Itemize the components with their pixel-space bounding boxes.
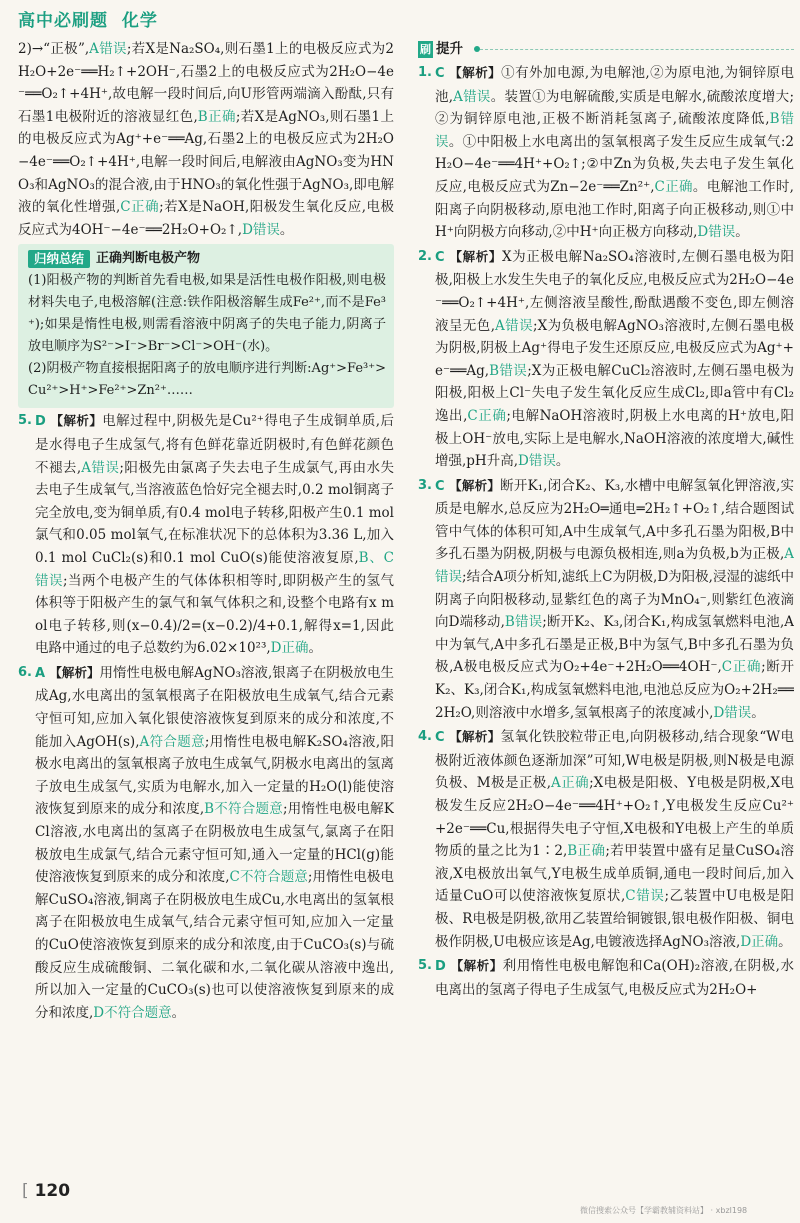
verdict: B错误 <box>435 111 794 150</box>
verdict: B不符合题意 <box>204 801 283 818</box>
verdict: B正确 <box>567 843 606 860</box>
answer-letter: C <box>435 730 445 746</box>
footer-watermark: 微信搜索公众号【学霸教辅资料站】 · xbzl198 <box>580 1206 748 1215</box>
answer-6 <box>18 662 394 1025</box>
verdict: A符合题意 <box>139 733 205 750</box>
header-divider <box>480 49 794 50</box>
question-number: 6. <box>18 664 32 680</box>
analysis-text: 氢氧化铁胶粒带正电,向阴极移动,结合现象“W电极附近液体颜色逐渐加深”可知,W电极是阴极,则N极是电源负极、M极是正极,A正确;X电极是阳极、Y电极是阴极,X电极发生反应2H₂O−4e⁻══4H⁺+O₂↑,Y电极发生反应Cu²⁺+2e⁻══Cu,根据得失电子守恒,X电极和Y电极上产生的单质物质的量之比为1∶2,B正确;若甲装置中盛有足量CuSO₄溶液,X电极放出氧气,Y电极生成单质铜,通电一段时间后,加入适量CuO可以使溶液恢复原状,C错误;乙装置中U电极是阳极、R电极是阴极,欲用乙装置给铜镀银,银电极作阳极、铜电极作阴极,U电极应该是Ag,电镀液选择AgNO₃溶液,D正确。 <box>435 729 794 950</box>
page-number: [ 120 <box>22 1181 71 1201</box>
answer-letter: C <box>435 249 445 265</box>
section-header <box>418 38 794 60</box>
answer-5 <box>18 410 394 660</box>
verdict: D不符合题意 <box>93 1004 172 1021</box>
verdict: A错误 <box>453 88 491 105</box>
answer-letter: A <box>35 665 46 681</box>
analysis-label: 【解析】 <box>449 477 501 493</box>
verdict: B、C错误 <box>35 549 394 589</box>
verdict: C正确 <box>654 178 693 195</box>
verdict: C正确 <box>467 407 507 424</box>
analysis-label: 【解析】 <box>449 729 501 745</box>
analysis-text: X为正极电解Na₂SO₄溶液时,左侧石墨电极为阳极,阳极上水发生失电子的氧化反应,电极反应式为2H₂O−4e⁻══O₂↑+4H⁺,左侧溶液呈酸性,酚酞遇酸不变色,即左侧溶液呈无色,A错误;X为负极电解AgNO₃溶液时,左侧石墨电极为阴极,阴极上Ag⁺得电子发生还原反应,电极反应式为Ag⁺+e⁻══Ag,B错误;X为正极电解CuCl₂溶液时,左侧石墨电极为阳极,阳极上Cl⁻失电子发生氧化反应生成Cl₂,即a管中有Cl₂逸出,C正确;电解NaOH溶液时,阴极上水电离的H⁺放电,阳极上OH⁻放电,实际上是电解水,NaOH溶液的浓度增大,碱性增强,pH升高,D错误。 <box>435 248 794 470</box>
question-number: 5. <box>418 958 432 974</box>
page-number-value: 120 <box>34 1181 71 1201</box>
verdict: A错误 <box>435 546 794 586</box>
answer-2 <box>418 246 794 473</box>
answer-letter: D <box>35 414 46 430</box>
analysis-text: 用惰性电极电解AgNO₃溶液,银离子在阴极放电生成Ag,水电离出的氢氧根离子在阳极放电生成氧气,结合元素守恒可知,应加入氧化银使溶液恢复到原来的成分和浓度,不能加入AgOH(s),A符合题意;用惰性电极电解K₂SO₄溶液,阳极水电离出的氢氧根离子放电生成氧气,阴极水电离出的氢离子放电生成氢气,实质为电解水,加入一定量的H₂O(l)能使溶液恢复到原来的成分和浓度,B不符合题意;用惰性电极电解KCl溶液,水电离出的氢离子在阴极放电生成氢气,氯离子在阳极放电生成氯气,结合元素守恒可知,通入一定量的HCl(g)能使溶液恢复到原来的成分和浓度,C不符合题意;用惰性电极电解CuSO₄溶液,铜离子在阴极放电生成Cu,水电离出的氢氧根离子在阳极放电生成氧气,结合元素守恒可知,应加入一定量的CuO使溶液恢复到原来的成分和浓度,由于CuCO₃(s)与硫酸反应生成硫酸铜、二氧化碳和水,二氧化碳从溶液中逸出,所以加入一定量的CuCO₃(s)也可以使溶液恢复到原来的成分和浓度,D不符合题意。 <box>35 664 394 1021</box>
summary-tag: 归纳总结 <box>28 250 90 268</box>
analysis-text: 利用惰性电极电解饱和Ca(OH)₂溶液,在阴极,水电离出的氢离子得电子生成氢气,电极反应式为2H₂O+ <box>435 958 794 998</box>
answer-4 <box>418 726 794 953</box>
verdict: D正确 <box>740 933 779 950</box>
verdict: D错误 <box>242 221 280 238</box>
verdict: B错误 <box>489 362 528 379</box>
answer-letter: C <box>435 478 445 494</box>
analysis-label: 【解析】 <box>449 65 502 80</box>
verdict: D错误 <box>518 453 556 470</box>
question-number: 1. <box>418 65 432 80</box>
verdict: D正确 <box>270 640 309 657</box>
question-number: 3. <box>418 477 432 493</box>
section-title: 提升 <box>436 41 463 58</box>
analysis-label: 【解析】 <box>449 248 502 264</box>
analysis-text: 电解过程中,阴极先是Cu²⁺得电子生成铜单质,后是水得电子生成氢气,将有色鲜花靠近阴极时,有色鲜花颜色不褪去,A错误;阳极先由氯离子失去电子生成氯气,再由水失去电子生成氧气,当溶液蓝色恰好完全褪去时,0.2 mol铜离子完全放电,变为铜单质,有0.4 mol电子转移,阳极产生0.1 mol氯气和0.05 mol氧气,在标准状况下的总体积为3.36 L,加入0.1 mol CuCl₂(s)和0.1 mol CuO(s)能使溶液复原,B、C错误;当两个电极产生的气体体积相等时,即阴极产生的氢气体积等于阳极产生的氯气和氧气体积之和,设整个电路有x mol电子转移,则(x−0.4)/2=(x−0.2)/4+0.1,解得x=1,因此电路中通过的电子总数约为6.02×10²³,D正确。 <box>35 413 394 657</box>
analysis-text: ①有外加电源,为电解池,②为原电池,为铜锌原电池,A错误。装置①为电解硫酸,实质是电解水,硫酸浓度增大;②为铜锌原电池,正极不断消耗氢离子,硫酸浓度降低,B错误。①中阳极上水电离出的氢氧根离子发生反应生成氧气:2H₂O−4e⁻══4H⁺+O₂↑;②中Zn为负极,失去电子发生氧化反应,电极反应式为Zn−2e⁻══Zn²⁺,C正确。电解池工作时,阳离子向阴极移动,原电池工作时,阳离子向正极移动,则①中H⁺向阴极方向移动,②中H⁺向正极方向移动,D错误。 <box>435 65 794 241</box>
verdict: C错误 <box>625 888 665 905</box>
answer-continuation: 2)→“正极”,A错误;若X是Na₂SO₄,则石墨1上的电极反应式为2H₂O+2e⁻══H₂↑+2OH⁻,石墨2上的电极反应式为2H₂O−4e⁻══O₂↑+4H⁺,故电解一段时间后,向U形管两端滴入酚酞,只有石墨1电极附近的溶液显红色,B正确;若X是AgNO₃,则石墨1上的电极反应式为Ag⁺+e⁻══Ag,石墨2上的电极反应式为2H₂O−4e⁻══O₂↑+4H⁺,电解一段时间后,电解液由AgNO₃变为HNO₃和AgNO₃的混合液,由于HNO₃的氧化性强于AgNO₃,即电解液的氧化性增强,C正确;若X是NaOH,阳极发生氧化反应,电极反应式为4OH⁻−4e⁻══2H₂O+O₂↑,D错误。 <box>18 41 394 238</box>
left-column <box>18 38 394 1026</box>
answer-3 <box>418 475 794 725</box>
answer-letter: C <box>435 66 445 81</box>
verdict: C正确 <box>120 199 160 216</box>
verdict: B错误 <box>504 614 543 631</box>
verdict: D错误 <box>713 704 752 721</box>
verdict: C正确 <box>721 659 762 676</box>
answer-5-right <box>418 955 794 1001</box>
answer-letter: D <box>435 959 446 975</box>
page-header-title: 高中必刷题 化学 <box>18 11 158 31</box>
verdict: C不符合题意 <box>229 869 308 886</box>
analysis-text: 断开K₁,闭合K₂、K₃,水槽中电解氢氧化钾溶液,实质是电解水,总反应为2H₂O═通电═2H₂↑+O₂↑,结合题图试管中气体的体积可知,A中生成氧气,A中多孔石墨为阳极,B中多孔石墨为阴极,阴极与电源负极相连,则a为负极,b为正极,A错误;结合A项分析知,滤纸上C为阴极,D为阳极,浸湿的滤纸中阴离子向阳极移动,显紫红色的离子为MnO₄⁻,则紫红色液滴向D端移动,B错误;断开K₂、K₃,闭合K₁,构成氢氧燃料电池,A中为氧气,A中多孔石墨是正极,B中为氢气,B中多孔石墨为负极,A极电极反应式为O₂+4e⁻+2H₂O══4OH⁻,C正确;断开K₂、K₃,闭合K₁,构成氢氧燃料电池,电池总反应为O₂+2H₂══2H₂O,则溶液中水增多,氢氧根离子的浓度减小,D错误。 <box>435 477 794 721</box>
question-number: 5. <box>18 413 32 429</box>
verdict: D错误 <box>697 224 736 241</box>
verdict: A错误 <box>495 317 534 334</box>
summary-title: 正确判断电极产物 <box>96 251 201 267</box>
section-tag: 刷 <box>420 43 431 56</box>
answer-1 <box>418 62 794 244</box>
verdict: A错误 <box>89 41 127 57</box>
analysis-label: 【解析】 <box>49 664 100 680</box>
question-number: 2. <box>418 248 432 264</box>
summary-paragraph-2: (2)阴极产物直接根据阳离子的放电顺序进行判断:Ag⁺>Fe³⁺>Cu²⁺>H⁺>Fe²⁺>Zn²⁺…… <box>28 361 386 399</box>
summary-box-header <box>28 248 386 268</box>
question-number: 4. <box>418 729 432 745</box>
summary-paragraph-1: (1)阳极产物的判断首先看电极,如果是活性电极作阳极,则电极材料失电子,电极溶解(注意:铁作阳极溶解生成Fe²⁺,而不是Fe³⁺);如果是惰性电极,则需看溶液中阴离子的失电子能力,阴离子放电顺序为S²⁻>I⁻>Br⁻>Cl⁻>OH⁻(水)。 <box>28 273 386 355</box>
verdict: A正确 <box>551 775 590 792</box>
right-column <box>418 38 794 1003</box>
verdict: A错误 <box>81 459 120 476</box>
summary-box <box>18 244 394 408</box>
analysis-label: 【解析】 <box>450 958 503 974</box>
analysis-label: 【解析】 <box>50 413 103 429</box>
verdict: B正确 <box>197 108 236 125</box>
